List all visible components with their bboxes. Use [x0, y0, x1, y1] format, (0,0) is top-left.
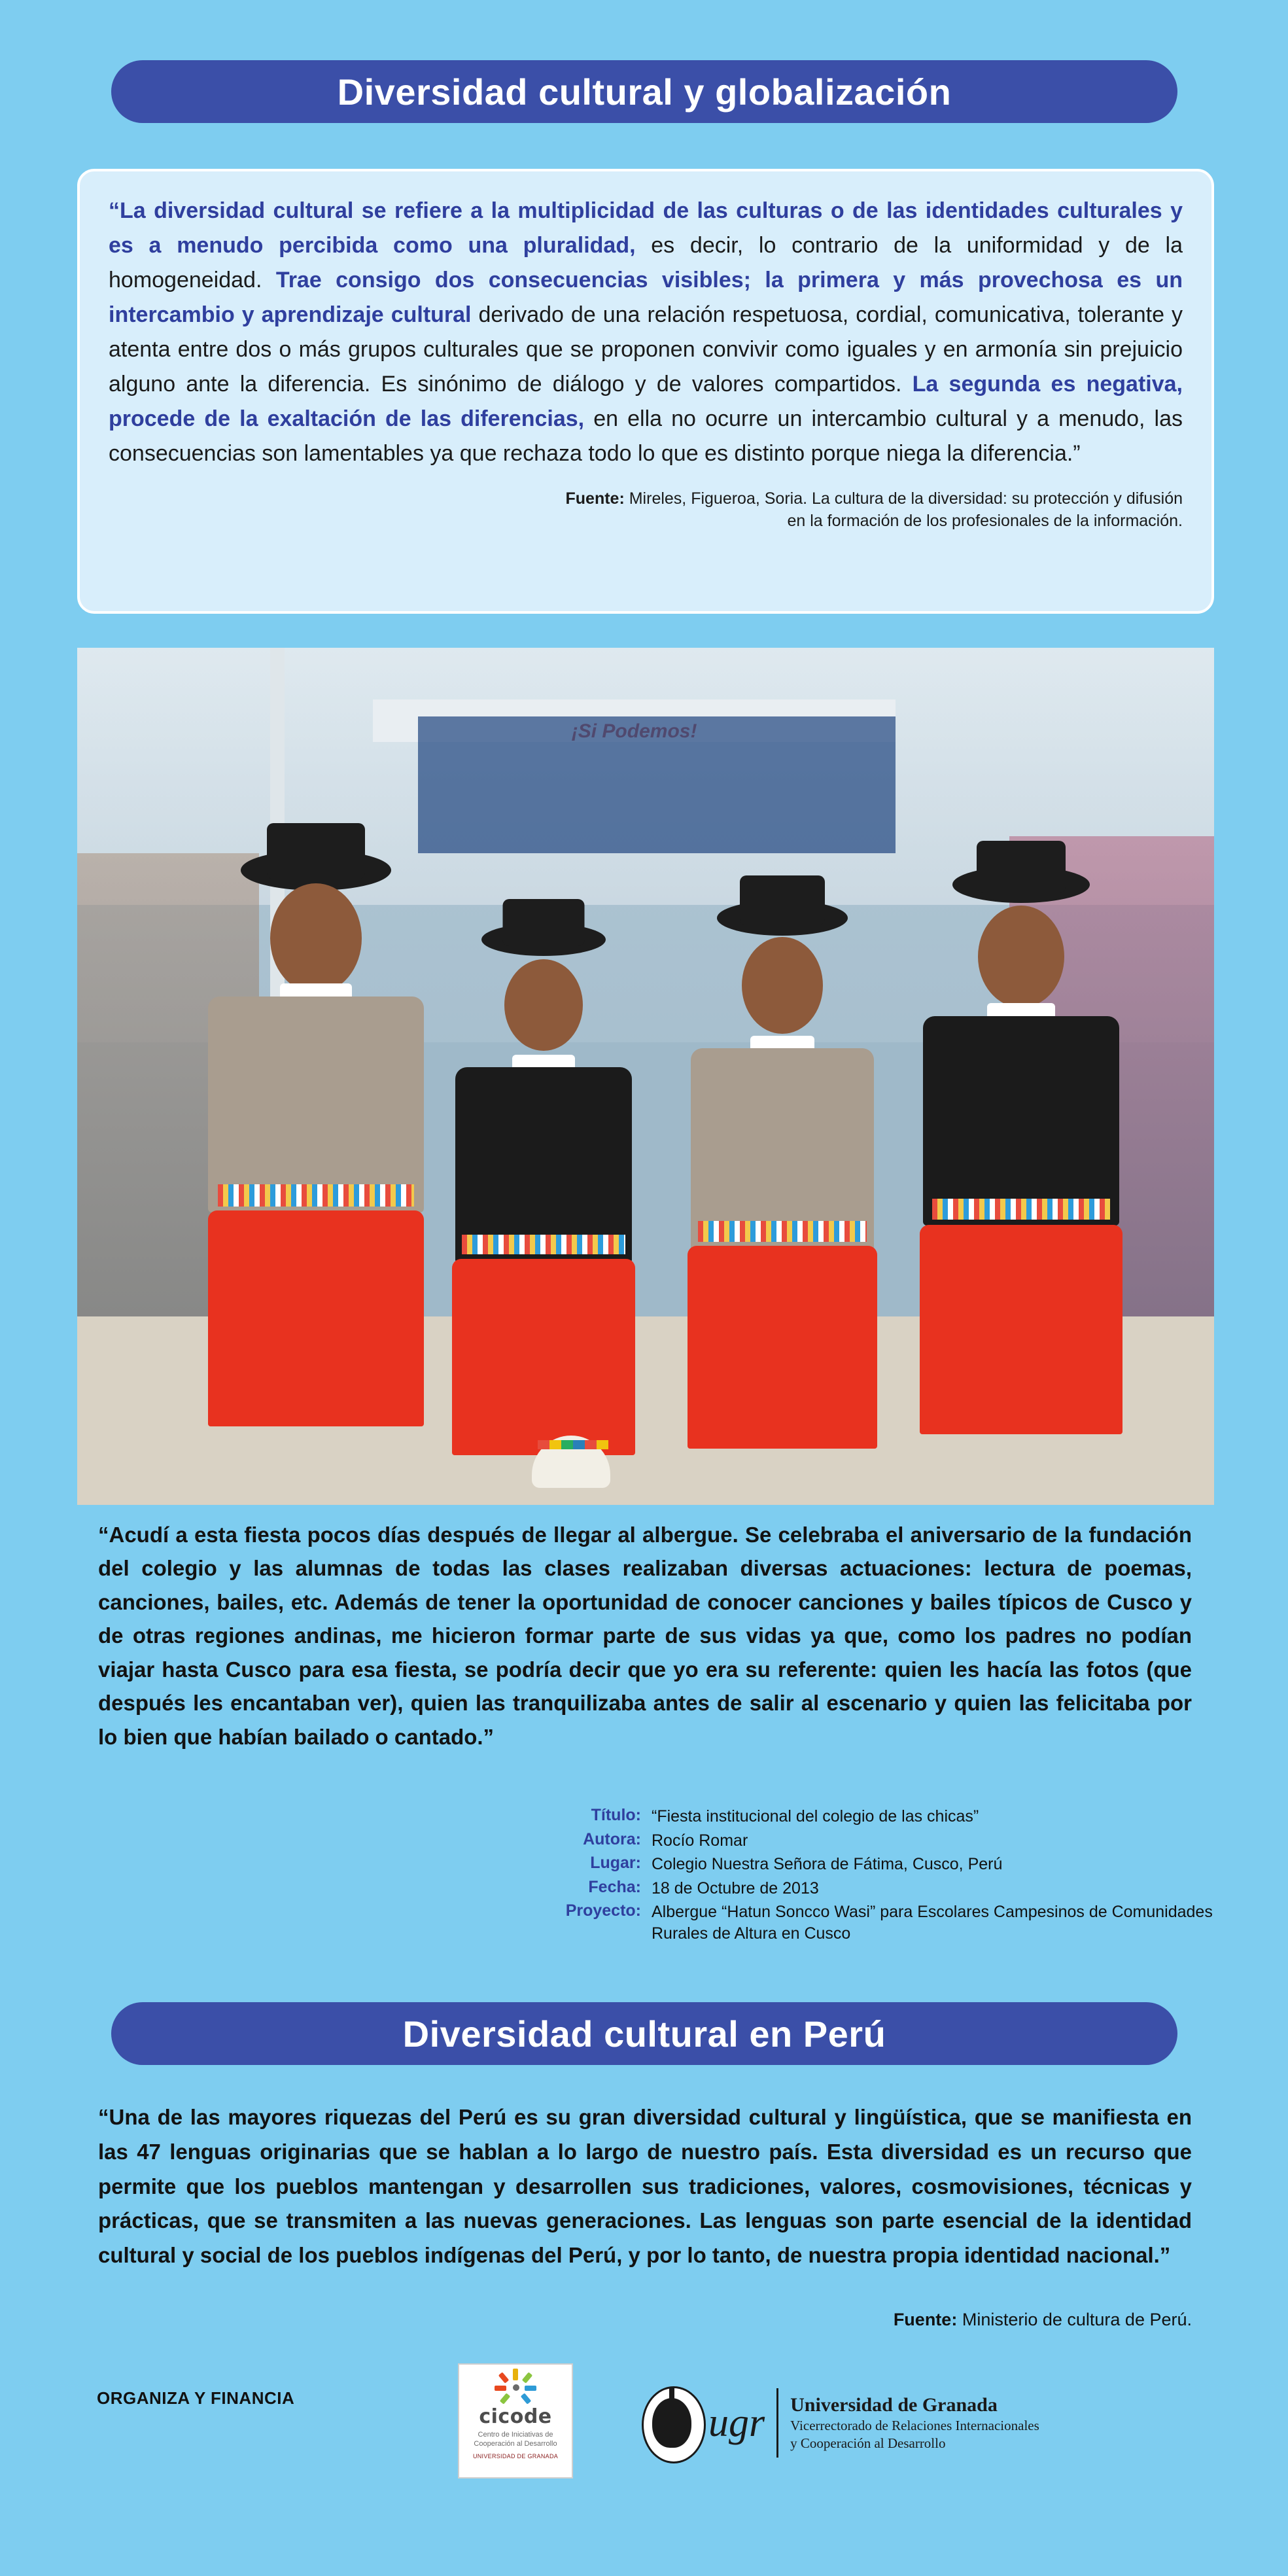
- ugr-text-block: [790, 2393, 1039, 2453]
- quote-segment-6: en ella no ocurre un intercambio cultural y a menudo, las consecuencias son lamentables ya que rechaza todo lo que es distinto porque niega la diferencia.”: [109, 406, 1183, 467]
- ugr-logo: [638, 2374, 1096, 2472]
- metadata-value: Albergue “Hatun Soncco Wasi” para Escolares Campesinos de Comunidades Rurales de Altura en Cusco: [652, 1903, 1213, 1943]
- organiza-y-financia-label: ORGANIZA Y FINANCIA: [97, 2388, 295, 2408]
- metadata-key: Autora:: [583, 1829, 641, 1848]
- photo-fiesta-colegio: [77, 648, 1214, 1505]
- cicode-university: UNIVERSIDAD DE GRANADA: [472, 2452, 559, 2460]
- metadata-key: Lugar:: [590, 1854, 641, 1872]
- cicode-logo: [458, 2363, 573, 2479]
- cicode-name: cicode: [479, 2405, 552, 2428]
- photo-stage: [418, 716, 896, 854]
- ugr-line2: y Cooperación al Desarrollo: [790, 2435, 946, 2451]
- metadata-row: [536, 1878, 1217, 1899]
- peru-source-value: Ministerio de cultura de Perú.: [962, 2310, 1192, 2329]
- ugr-line1: Vicerrectorado de Relaciones Internacionales: [790, 2417, 1039, 2433]
- banner-title-text: Diversidad cultural y globalización: [337, 71, 952, 113]
- ugr-divider: [776, 2388, 778, 2458]
- photo-girl-4: [896, 853, 1145, 1505]
- photo-metadata: [536, 1806, 1217, 1947]
- quote-source-line1: Mireles, Figueroa, Soria. La cultura de la diversidad: su protección y difusión: [629, 489, 1183, 508]
- quote-source: [109, 488, 1183, 533]
- quote-card: [77, 169, 1214, 614]
- peru-paragraph: “Una de las mayores riquezas del Perú es su gran diversidad cultural y lingüística, que se manifiesta en las 47 lenguas originarias que se hablan a lo largo de nuestro país. Esta diversidad es un recurso que permite que los pueblos mantengan y desarrollen sus tradiciones, valores, cosmovisiones, técnicas y prácticas, que se transmiten a las nuevas generaciones. Las lenguas son parte esencial de la identidad cultural y social de los pueblos indígenas del Perú, y por lo tanto, de nuestra propia identidad nacional.”: [98, 2105, 1192, 2268]
- quote-source-label: Fuente:: [565, 489, 625, 508]
- cicode-spark-icon: [495, 2369, 536, 2404]
- quote-segment-1: “La diversidad cultural se refiere a la multiplicidad de las culturas o de las identidades culturales y es a menudo percibida como una pluralidad,: [109, 198, 1183, 258]
- quote-segment-5: La segunda es negativa, procede de la exaltación de las diferencias,: [109, 372, 1183, 432]
- peru-source: [98, 2310, 1192, 2330]
- metadata-value: Colegio Nuestra Señora de Fátima, Cusco, Perú: [652, 1855, 1003, 1873]
- quote-paragraph: [109, 194, 1183, 471]
- quote-segment-2: es decir, lo contrario de la uniformidad y de la homogeneidad.: [109, 233, 1183, 293]
- metadata-value: 18 de Octubre de 2013: [652, 1879, 819, 1897]
- metadata-value: Rocío Romar: [652, 1831, 748, 1850]
- photo-white-hat-band: [538, 1440, 608, 1449]
- ugr-title: Universidad de Granada: [790, 2393, 998, 2416]
- metadata-row: [536, 1854, 1217, 1875]
- banner-peru-text: Diversidad cultural en Perú: [402, 2013, 886, 2055]
- ugr-acronym: ugr: [708, 2401, 765, 2445]
- testimony-text: “Acudí a esta fiesta pocos días después de llegar al albergue. Se celebraba el aniversario de la fundación del colegio y las alumnas de todas las clases realizaban diversas actuaciones: lectura de poemas, canciones, bailes, etc. Además de tener la oportunidad de conocer canciones y bailes típicos de Cusco y de otras regiones andinas, me hicieron formar parte de sus vidas ya que, como los padres no podían viajar hasta Cusco para esa fiesta, se podría decir que yo era su referente: quien les hacía las fotos (que después les encantaban ver), quien las tranquilizaba antes de salir al escenario y quien las felicitaba por lo bien que habían bailado o cantado.”: [98, 1523, 1192, 1749]
- metadata-value: “Fiesta institucional del colegio de las chicas”: [652, 1807, 979, 1826]
- metadata-key: Proyecto:: [565, 1901, 641, 1920]
- banner-title-diversidad-cultural-peru: [111, 2002, 1177, 2065]
- ugr-crest-icon: [638, 2384, 706, 2462]
- photo-girl-2: [430, 905, 657, 1505]
- metadata-row: [536, 1901, 1217, 1944]
- photo-girl-1: [168, 836, 464, 1505]
- photo-girl-3: [669, 888, 896, 1505]
- banner-title-diversidad-cultural-globalizacion: [111, 60, 1177, 123]
- quote-segment-4: derivado de una relación respetuosa, cordial, comunicativa, tolerante y atenta entre dos o más grupos culturales que se proponen convivir como iguales y en armonía sin prejuicio alguno ante la diferencia. Es sinónimo de diálogo y de valores compartidos.: [109, 302, 1183, 397]
- metadata-row: [536, 1806, 1217, 1827]
- quote-segment-3: Trae consigo dos consecuencias visibles; la primera y más provechosa es un intercambio y aprendizaje cultural: [109, 268, 1183, 328]
- peru-source-label: Fuente:: [893, 2310, 958, 2329]
- cicode-subtitle: Centro de Iniciativas de Cooperación al Desarrollo: [474, 2431, 557, 2448]
- quote-source-line2: en la formación de los profesionales de la información.: [787, 512, 1183, 530]
- metadata-key: Fecha:: [588, 1877, 641, 1896]
- metadata-key: Título:: [591, 1806, 641, 1824]
- metadata-row: [536, 1830, 1217, 1852]
